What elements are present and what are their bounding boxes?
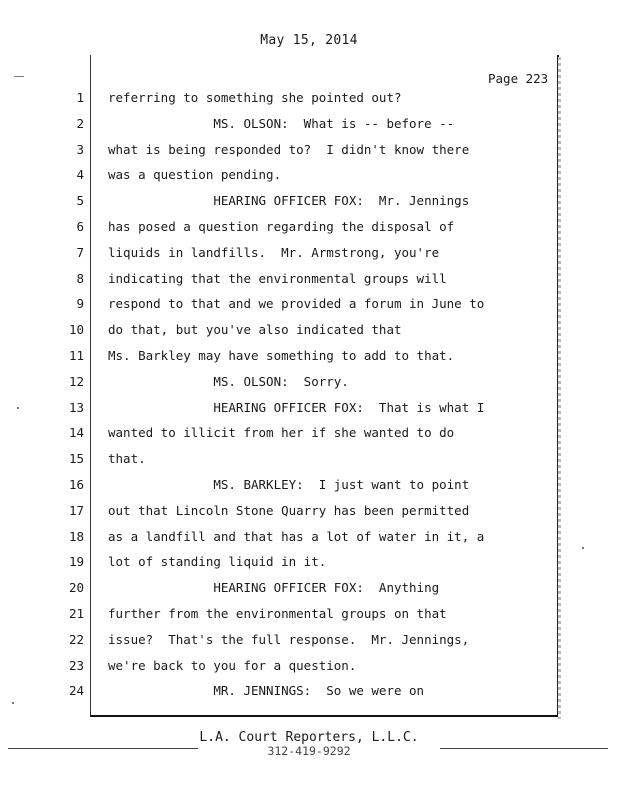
line-number: 1 [76, 90, 84, 105]
line-number: 2 [76, 115, 84, 131]
line-number: 16 [68, 477, 84, 492]
line-text: that. [108, 451, 146, 467]
line-text: MR. JENNINGS: So we were on [108, 683, 425, 699]
line-number: 12 [68, 373, 84, 389]
line-text: referring to something she pointed out? [108, 90, 402, 105]
transcript-line [0, 245, 618, 265]
scan-speck [17, 407, 19, 409]
line-text: further from the environmental groups on that [108, 606, 447, 621]
transcript-line [0, 322, 618, 342]
transcript-line [0, 658, 618, 678]
line-number: 17 [68, 502, 84, 518]
line-text: HEARING OFFICER FOX: Anything [108, 580, 440, 596]
transcript-line [0, 683, 618, 703]
scan-speck [582, 547, 584, 549]
transcript-line [0, 348, 618, 368]
line-number: 21 [68, 606, 84, 621]
line-number: 8 [76, 270, 84, 286]
line-number: 15 [68, 451, 84, 467]
transcript-line [0, 296, 618, 316]
line-text: what is being responded to? I didn't know there [108, 141, 470, 157]
scan-speck [12, 702, 14, 704]
line-number: 18 [68, 528, 84, 544]
transcript-line [0, 116, 618, 136]
line-number: 5 [76, 193, 84, 209]
line-text: wanted to illicit from her if she wanted to do [108, 425, 455, 441]
transcript-line [0, 425, 618, 445]
transcript-line [0, 580, 618, 600]
line-number: 10 [68, 322, 84, 338]
line-text: respond to that and we provided a forum in June to [108, 296, 485, 312]
transcript-line [0, 167, 618, 187]
transcript-line [0, 271, 618, 291]
line-text: out that Lincoln Stone Quarry has been permitted [108, 502, 470, 518]
line-number: 20 [68, 580, 84, 596]
line-number: 19 [68, 554, 84, 570]
line-number: 22 [68, 631, 84, 647]
line-text: we're back to you for a question. [108, 657, 357, 673]
line-text: MS. OLSON: Sorry. [108, 373, 349, 389]
line-text: HEARING OFFICER FOX: That is what I [108, 399, 485, 415]
transcript-line [0, 400, 618, 420]
line-text: MS. OLSON: What is -- before -- [108, 115, 455, 131]
transcript-line [0, 193, 618, 213]
line-number: 9 [76, 296, 84, 312]
line-number: 14 [68, 425, 84, 441]
line-text: do that, but you've also indicated that [108, 322, 402, 338]
footer-phone: 312-419-9292 [267, 744, 351, 758]
line-number: 23 [68, 657, 84, 673]
line-text: was a question pending. [108, 167, 282, 183]
scan-speck [14, 76, 24, 77]
transcript-line [0, 374, 618, 394]
page-number-label: Page 223 [488, 71, 549, 86]
line-number: 4 [76, 167, 84, 183]
line-number: 24 [68, 683, 84, 699]
line-text: Ms. Barkley may have something to add to that. [108, 348, 455, 363]
transcript-line [0, 503, 618, 523]
transcript-line [0, 632, 618, 652]
transcript-line [0, 529, 618, 549]
footer-company: L.A. Court Reporters, L.L.C. [199, 730, 419, 745]
line-number: 3 [76, 141, 84, 157]
line-text: MS. BARKLEY: I just want to point [108, 477, 470, 492]
transcript-line [0, 477, 618, 497]
transcript-date: May 15, 2014 [260, 33, 358, 48]
line-text: has posed a question regarding the disposal of [108, 219, 455, 234]
line-text: as a landfill and that has a lot of water in it, a [108, 528, 485, 544]
line-text: lot of standing liquid in it. [108, 554, 327, 570]
transcript-line [0, 606, 618, 626]
line-number: 11 [68, 348, 84, 363]
line-text: HEARING OFFICER FOX: Mr. Jennings [108, 193, 470, 209]
line-text: liquids in landfills. Mr. Armstrong, you're [108, 244, 440, 260]
line-number: 6 [76, 219, 84, 234]
line-number: 13 [68, 399, 84, 415]
transcript-line [0, 554, 618, 574]
line-number: 7 [76, 244, 84, 260]
transcript-line [0, 219, 618, 239]
transcript-line [0, 451, 618, 471]
transcript-line [0, 90, 618, 110]
line-text: indicating that the environmental groups will [108, 270, 447, 286]
line-text: issue? That's the full response. Mr. Jennings, [108, 631, 470, 647]
transcript-line [0, 142, 618, 162]
